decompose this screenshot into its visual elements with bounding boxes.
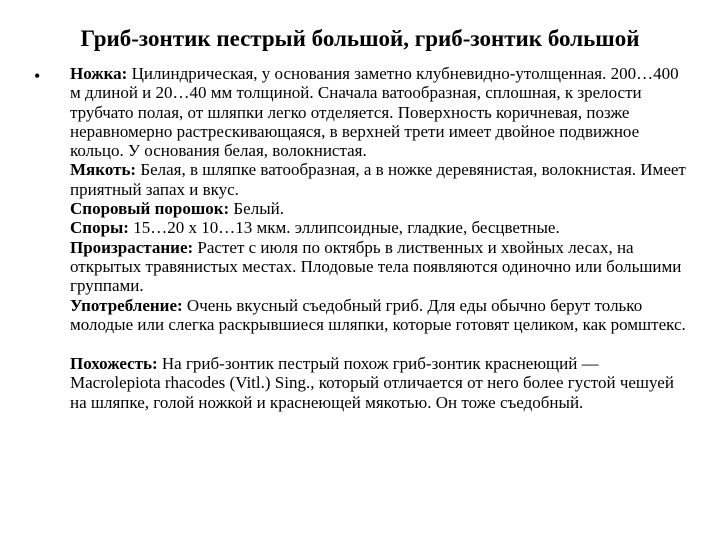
section-text: Цилиндрическая, у основания заметно клубневидно-утолщенная. 200…400 м длиной и 20…40 мм толщиной. Сначала ватообразная, сплошная, к зрелости трубчато полая, от шляпки легко отделяется. Поверхность коричневая, позже неравномерно растрескивающаяся, в верхней трети имеет двойное подвижное кольцо. У основания белая, волокнистая. — [70, 64, 679, 161]
paragraph-gap — [70, 334, 686, 354]
section-text: Очень вкусный съедобный гриб. Для еды обычно берут только молодые или слегка раскрывшиеся шляпки, которые готовят целиком, как ромштекс. — [70, 295, 686, 334]
section-spores — [70, 218, 686, 237]
section-label: Произрастание: — [70, 237, 194, 257]
section-label: Споровый порошок: — [70, 199, 230, 219]
section-text: Белая, в шляпке ватообразная, а в ножке деревянистая, волокнистая. Имеет приятный запах и вкус. — [70, 160, 686, 199]
description-body — [70, 64, 686, 412]
section-text: Белый. — [229, 199, 284, 219]
section-label: Употребление: — [70, 295, 183, 315]
slide-title: Гриб-зонтик пестрый большой, гриб-зонтик большой — [80, 26, 640, 51]
section-label: Мякоть: — [70, 160, 137, 180]
section-label: Похожесть: — [70, 354, 158, 374]
section-stem — [70, 64, 686, 160]
section-habitat — [70, 238, 686, 296]
section-label: Споры: — [70, 218, 129, 238]
bullet-marker: • — [34, 66, 41, 86]
section-text: 15…20 х 10…13 мкм. эллипсоидные, гладкие, бесцветные. — [128, 218, 560, 238]
section-text: Растет с июля по октябрь в лиственных и хвойных лесах, на открытых травянистых местах. Плодовые тела появляются одиночно или большими группами. — [70, 237, 682, 296]
section-spore-print — [70, 199, 686, 218]
section-text: На гриб-зонтик пестрый похож гриб-зонтик краснеющий — Macrolepiota rhacodes (Vitl.) Sing., который отличается от него более густой чешуей на шляпке, голой ножкой и краснеющей мякотью. Он тоже съедобный. — [70, 354, 674, 412]
section-label: Ножка: — [70, 64, 128, 83]
section-similarity — [70, 354, 686, 412]
section-flesh — [70, 160, 686, 199]
section-usage — [70, 296, 686, 335]
